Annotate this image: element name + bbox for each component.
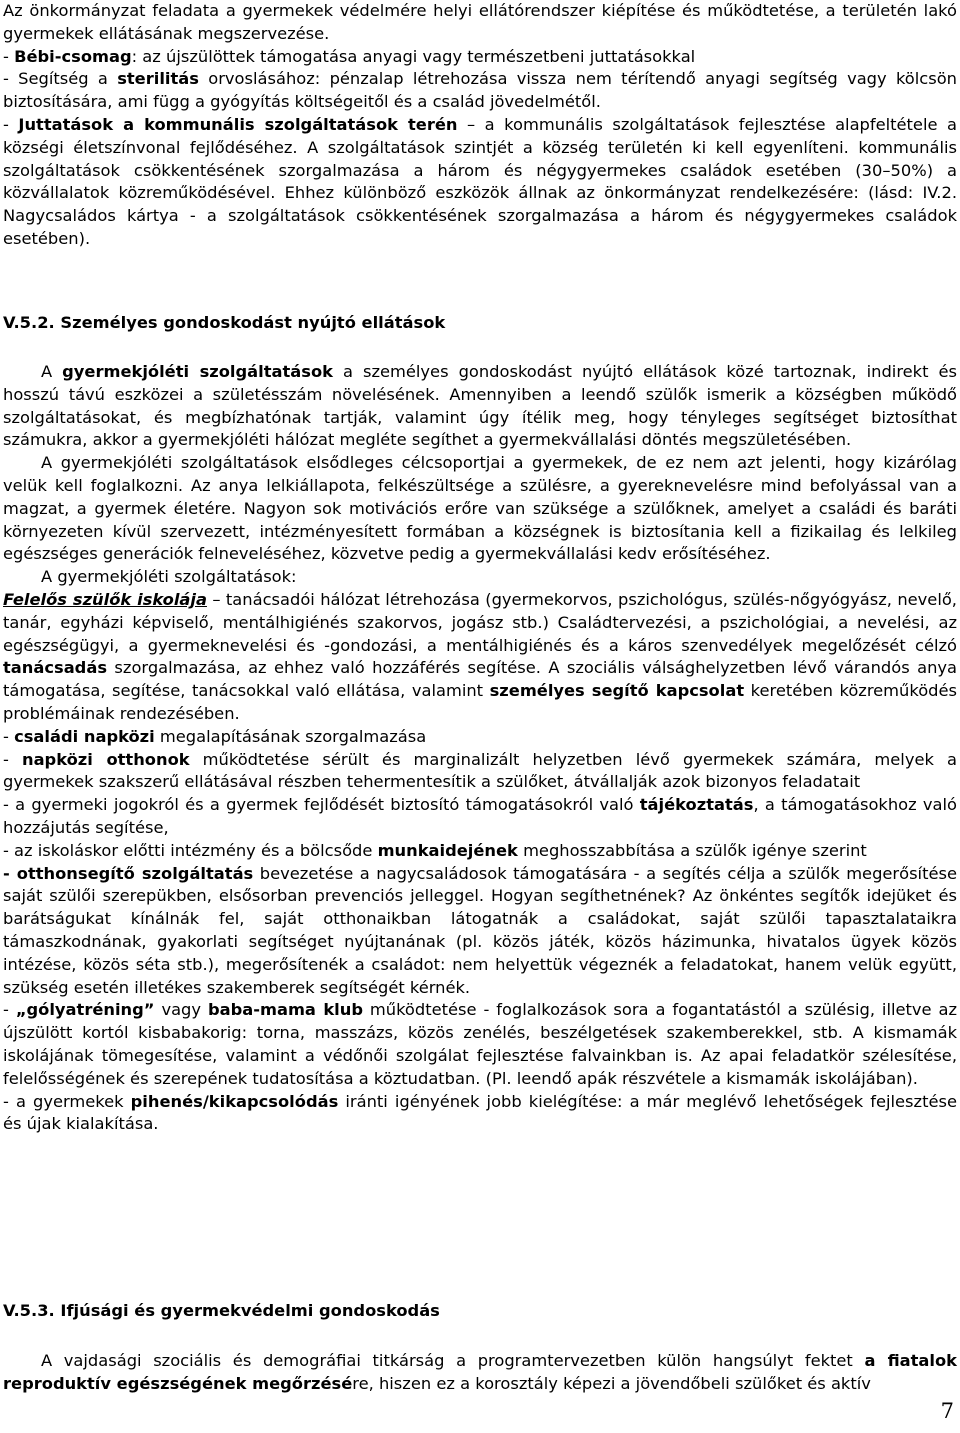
emphasis-text: a fiatalok reproduktív egészségének megőrzésé [3, 1351, 957, 1393]
paragraph [3, 863, 957, 1000]
text-run: - Segítség a [3, 69, 118, 89]
text-run: A gyermekjóléti szolgáltatások elsődleges célcsoportjai a gyermekek, de ez nem azt jelenti, hogy kizárólag velük kell foglalkozni. Az anya lelkiállapota, felkészültsége a szülésre, a gyereknevelésre mind befolyással van a magzat, a gyermek életére. Nagyon sok motivációs erőre van szüksége a szülőknek, amelyet a családi és baráti környezeten kívül szervezett, intézményesített formában a községnek is biztosítania kell a fizikailag és lelkileg egészséges generációk felneveléséhez, közvetve pedig a gyermekvállalási kedv erősítéséhez. [3, 453, 957, 564]
paragraph [3, 589, 957, 726]
text-run: meghosszabbítása a szülők igénye szerint [517, 840, 867, 860]
text-run: – tanácsadói hálózat létrehozása (gyermekorvos, pszichológus, szülés-nőgyógyász, nevelő, tanár, egyházi képviselő, mentálhigiénés szakorvos, jogász stb.) Családtervezési, a pszichológiai, a nevelési, az egészségügyi, a gyermeknevelési és -gondozási, a mentálhigiénés és a káros szenvedélyek megelőzését célzó [3, 589, 957, 655]
text-run: szorgalmazása, az ehhez való hozzáférés segítése. A szociális válsághelyzetben lévő várandós anya támogatása, segítése, tanácsokkal való ellátása, valamint [3, 658, 957, 701]
text-run: - [3, 114, 19, 134]
emphasis-text: Juttatások a kommunális szolgáltatások terén [18, 114, 458, 134]
emphasis-text: családi napközi [14, 726, 155, 746]
paragraph [3, 114, 957, 251]
paragraph [3, 1350, 957, 1396]
paragraph [3, 68, 957, 114]
text-run: megalapításának szorgalmazása [154, 726, 427, 746]
text-run: - az iskoláskor előtti intézmény és a bölcsőde [3, 840, 378, 860]
paragraph [3, 566, 957, 589]
emphasis-text: tájékoztatás [639, 795, 754, 815]
text-run: : az újszülöttek támogatása anyagi vagy természetbeni juttatásokkal [131, 46, 696, 66]
paragraph [3, 452, 957, 566]
text-run: A [41, 362, 63, 381]
personal-care-text-block [3, 361, 957, 1136]
paragraph [3, 794, 957, 840]
text-run: orvoslásához: pénzalap létrehozása vissza nem térítendő anyagi segítség vagy kölcsön biztosítására, ami függ a gyógyítás költségeitől és a család jövedelmétől. [3, 69, 957, 112]
emphasis-text: gyermekjóléti szolgáltatások [62, 362, 333, 381]
text-run: - [3, 1000, 16, 1020]
emphasis-text: baba-mama klub [207, 1000, 363, 1020]
emphasis-text: Bébi-csomag [14, 46, 132, 66]
paragraph [3, 0, 957, 46]
text-run: működtetése sérült és marginalizált helyzetben lévő gyermekek számára, melyek a gyermekek szakszerű ellátásával részben tehermentesítik a szülőket, átvállalják azok bizonyos feladatait [3, 749, 957, 792]
paragraph [3, 726, 957, 749]
text-run: - [3, 46, 15, 66]
paragraph [3, 999, 957, 1090]
text-run: - [3, 726, 15, 746]
text-run: A vajdasági szociális és demográfiai titkárság a programtervezetben külön hangsúlyt fektet [41, 1351, 865, 1370]
youth-care-text-block [3, 1350, 957, 1396]
emphasis-text: - otthonsegítő szolgáltatás [3, 863, 254, 883]
text-run: - a gyermeki jogokról és a gyermek fejlődését biztosító támogatásokról való [3, 795, 640, 815]
text-run: - [3, 749, 22, 769]
page-number: 7 [940, 1399, 954, 1423]
emphasis-text: pihenés/kikapcsolódás [130, 1091, 339, 1111]
text-run: iránti igényének jobb kielégítése: a már meglévő lehetőségek fejlesztése és újak kialakítása. [3, 1091, 957, 1134]
emphasis-text: napközi otthonok [21, 749, 190, 769]
text-run: keretében közreműködés problémáinak rendezésében. [3, 681, 958, 723]
text-run: , a támogatásokhoz való hozzájutás segítése, [3, 795, 958, 837]
text-run: – a kommunális szolgáltatások fejlesztése alapfeltétele a községi életszínvonal fejlődéséhez. A szolgáltatások szintjét a község területén ki kell egyenlíteni. kommunális szolgáltatások csökkentésének szorgalmazása a három és négygyermekes családok esetében (30–50%) a közvállalatok közreműködésével. Ehhez különböző eszközök állnak az önkormányzat rendelkezésére: (lásd: IV.2. Nagycsaládos kártya - a szolgáltatások csökkentésének szorgalmazása a három és négygyermekes családok esetében). [3, 114, 957, 248]
text-run: a személyes gondoskodást nyújtó ellátások közé tartoznak, indirekt és hosszú távú eszközei a születésszám növelésének. Amennyiben a leendő szülők ismerik a községben működő szolgáltatásokat, és megbízhatónak tartják, valamint úgy ítélik meg, hogy tényleges segítséget biztosíthat számukra, akkor a gyermekjóléti hálózat megléte segíthet a gyermekvállalási döntés megszületésében. [3, 362, 957, 450]
paragraph [3, 1091, 957, 1137]
paragraph [3, 749, 957, 795]
emphasis-text: „gólyatréning” [15, 1000, 155, 1020]
section-heading-v52: V.5.2. Személyes gondoskodást nyújtó ellátások [3, 313, 446, 332]
intro-text-block [3, 0, 957, 251]
emphasis-text: személyes segítő kapcsolat [489, 681, 745, 701]
text-run: re, hiszen ez a korosztály képezi a jövendőbeli szülőket és aktív [352, 1373, 871, 1393]
section-heading-v53: V.5.3. Ifjúsági és gyermekvédelmi gondoskodás [3, 1301, 440, 1320]
paragraph [3, 840, 957, 863]
emphasis-text: tanácsadás [3, 658, 108, 678]
text-run: bevezetése a nagycsaládosok támogatására - a segítés célja a szülők megerősítése saját szülői szerepükben, elsősorban prevenciós jelleggel. Hogyan segíthetnének? Az önkéntes segítők idejüket és barátságukat kínálnák fel, saját otthonaikban látogatnák a családokat, saját szülői tapasztalataikra támaszkodnának, gyakorlati segítséget nyújtanának (pl. közös játék, közös házimunka, hivatalos ügyek közös intézése, közös séta stb.), megerősítenék a családot: nem helyettük végeznék a feladatokat, hanem velük együtt, szükség esetén illetékes szakemberek segítségét kérnék. [3, 863, 957, 997]
emphasis-text: sterilitás [117, 69, 199, 89]
emphasis-text: Felelős szülők iskolája [3, 589, 207, 609]
text-run: A gyermekjóléti szolgáltatások: [41, 567, 297, 587]
text-run: működtetése - foglalkozások sora a fogantatástól a szülésig, illetve az újszülött kortól kisbabakorig: torna, masszázs, közös zenélés, beszélgetések szakemberekkel, stb. A kismamák iskolájának tömegesítése, valamint a védőnői szolgálat fejlesztése falvainkban is. Az apai feladatkör szélesítése, felelősségének és szerepének tudatosítása a köztudatban. (Pl. leendő apák részvétele a kismamák iskolájában). [3, 1000, 957, 1088]
text-run: Az önkormányzat feladata a gyermekek védelmére helyi ellátórendszer kiépítése és működtetése, a területén lakó gyermekek ellátásának megszervezése. [3, 1, 957, 43]
paragraph [3, 361, 957, 452]
text-run: - a gyermekek [3, 1091, 131, 1111]
text-run: vagy [154, 1000, 208, 1020]
paragraph [3, 46, 957, 69]
emphasis-text: munkaidejének [377, 840, 518, 860]
